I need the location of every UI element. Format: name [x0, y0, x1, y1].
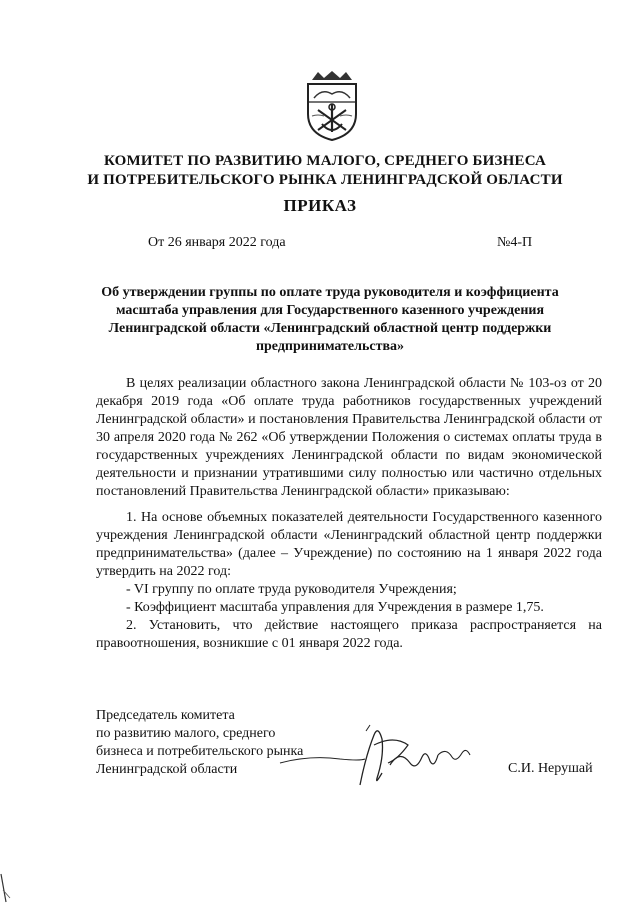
- item-1-b: - Коэффициент масштаба управления для Учреждения в размере 1,75.: [126, 600, 544, 615]
- signatory-title-line-4: Ленинградской области: [96, 762, 238, 777]
- organization-name: [60, 152, 590, 190]
- subject-line-4: предпринимательства»: [255, 339, 405, 354]
- item-1-a: - VI группу по оплате труда руководителя Учреждения;: [126, 582, 457, 597]
- document-type: ПРИКАЗ: [283, 196, 357, 215]
- document-subject: [70, 284, 590, 356]
- item-1-paragraph: 1. На основе объемных показателей деятельности Государственного казенного учреждения Ленинградской области «Ленинградский областной центр поддержки предпринимательства» (далее – Учреждение) по состоянию на 1 января 2022 года утвердить на 2022 год:: [96, 510, 602, 579]
- handwritten-signature-icon: [270, 715, 490, 795]
- subject-line-3: Ленинградской области «Ленинградский областной центр поддержки: [108, 321, 552, 336]
- org-line-1: КОМИТЕТ ПО РАЗВИТИЮ МАЛОГО, СРЕДНЕГО БИЗНЕСА: [103, 153, 547, 169]
- item-2-paragraph: 2. Установить, что действие настоящего приказа распространяется на правоотношения, возникшие с 01 января 2022 года.: [96, 618, 602, 651]
- org-line-2: И ПОТРЕБИТЕЛЬСКОГО РЫНКА ЛЕНИНГРАДСКОЙ ОБЛАСТИ: [87, 172, 563, 188]
- signatory-title-line-3: бизнеса и потребительского рынка: [96, 744, 304, 759]
- document-body: [96, 375, 602, 653]
- document-date: От 26 января 2022 года: [148, 235, 286, 250]
- subject-line-2: масштаба управления для Государственного казенного учреждения: [115, 303, 545, 318]
- intro-paragraph: В целях реализации областного закона Ленинградской области № 103-оз от 20 декабря 2019 года «Об оплате труда работников государственных учреждений Ленинградской области» и постановления Правительства Ленинградской области от 30 апреля 2020 года № 262 «Об утверждении Положения о системах оплаты труда в государственных учреждениях Ленинградской области по видам экономической деятельности и признании утратившими силу полностью или частично отдельных постановлений Правительства Ленинградской области» приказываю:: [96, 376, 602, 499]
- signatory-title-line-1: Председатель комитета: [96, 708, 235, 723]
- document-number: №4-П: [497, 235, 533, 250]
- scan-edge-mark: [0, 872, 14, 905]
- subject-line-1: Об утверждении группы по оплате труда руководителя и коэффициента: [101, 285, 559, 300]
- signatory-name: С.И. Нерушай: [508, 761, 593, 776]
- signatory-title-line-2: по развитию малого, среднего: [96, 726, 276, 741]
- coat-of-arms-icon: [304, 70, 360, 142]
